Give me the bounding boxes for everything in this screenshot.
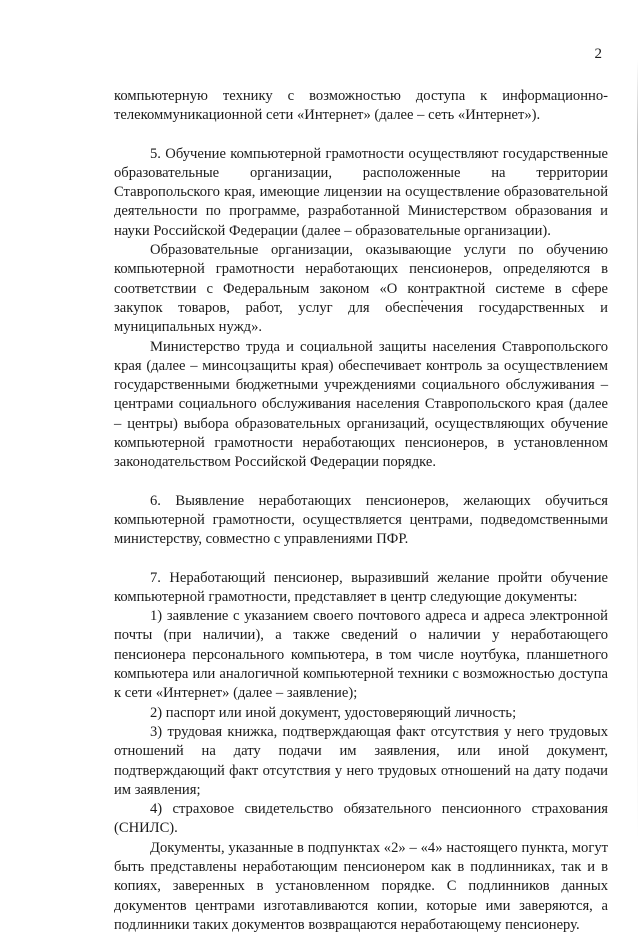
page-number: 2 <box>594 46 602 62</box>
scan-edge-shadow <box>637 60 638 840</box>
document-body <box>114 87 608 935</box>
paragraph-ministry-control: Министерство труда и социальной защиты населения Ставропольского края (далее – минсоцзащиты края) обеспечивает контроль за осуществлением государственными бюджетными учреждениями социального обслуживания – центрами социального обслуживания населения Ставропольского края (далее – центры) выбора образовательных организаций, осуществляющих обучение компьютерной грамотности неработающих пенсионеров, в установленном законодательством Российской Федерации порядке. <box>114 338 608 471</box>
list-item-3: 3) трудовая книжка, подтверждающая факт отсутствия у него трудовых отношений на дату подачи им заявления, или иной документ, подтверждающий факт отсутствия у него трудовых отношений на дату подачи им заявления; <box>114 723 608 798</box>
paragraph-item-6: 6. Выявление неработающих пенсионеров, желающих обучиться компьютерной грамотности, осуществляется центрами, подведомственными министерству, совместно с управлениями ПФР. <box>114 492 608 548</box>
paragraph-educational-organizations: Образовательные организации, оказывающие услуги по обучению компьютерной грамотности неработающих пенсионеров, определяются в соответствии с Федеральным законом «О контрактной системе в сфере закупок товаров, работ, услуг для обеспечения государственных и муниципальных нужд». <box>114 242 608 336</box>
list-item-1: 1) заявление с указанием своего почтового адреса и адреса электронной почты (при наличии), а также сведений о наличии у неработающего пенсионера персонального компьютера, в том числе ноутбука, планшетного компьютера или аналогичной компьютерной техники с возможностью доступа к сети «Интернет» (далее – заявление); <box>114 608 608 702</box>
paragraph-continuation: компьютерную технику с возможностью доступа к информационно-телекоммуникационной сети «Интернет» (далее – сеть «Интернет»). <box>114 88 608 124</box>
paragraph-documents-copies: Документы, указанные в подпунктах «2» – «4» настоящего пункта, могут быть представлены неработающим пенсионером как в подлинниках, так и в копиях, заверенных в установленном порядке. С подлинников данных документов центрами изготавливаются копии, которые ими заверяются, а подлинники таких документов возвращаются неработающему пенсионеру. <box>114 839 608 933</box>
paragraph-item-5: 5. Обучение компьютерной грамотности осуществляют государственные образовательные организации, расположенные на территории Ставропольского края, имеющие лицензии на осуществление образовательной деятельности по программе, разработанной Министерством образования и науки Российской Федерации (далее – образовательные организации). <box>114 145 608 239</box>
list-item-2: 2) паспорт или иной документ, удостоверяющий личность; <box>150 704 517 721</box>
paragraph-item-7: 7. Неработающий пенсионер, выразивший желание пройти обучение компьютерной грамотности, представляет в центр следующие документы: <box>114 569 608 605</box>
list-item-4: 4) страховое свидетельство обязательного пенсионного страхования (СНИЛС). <box>114 801 608 837</box>
